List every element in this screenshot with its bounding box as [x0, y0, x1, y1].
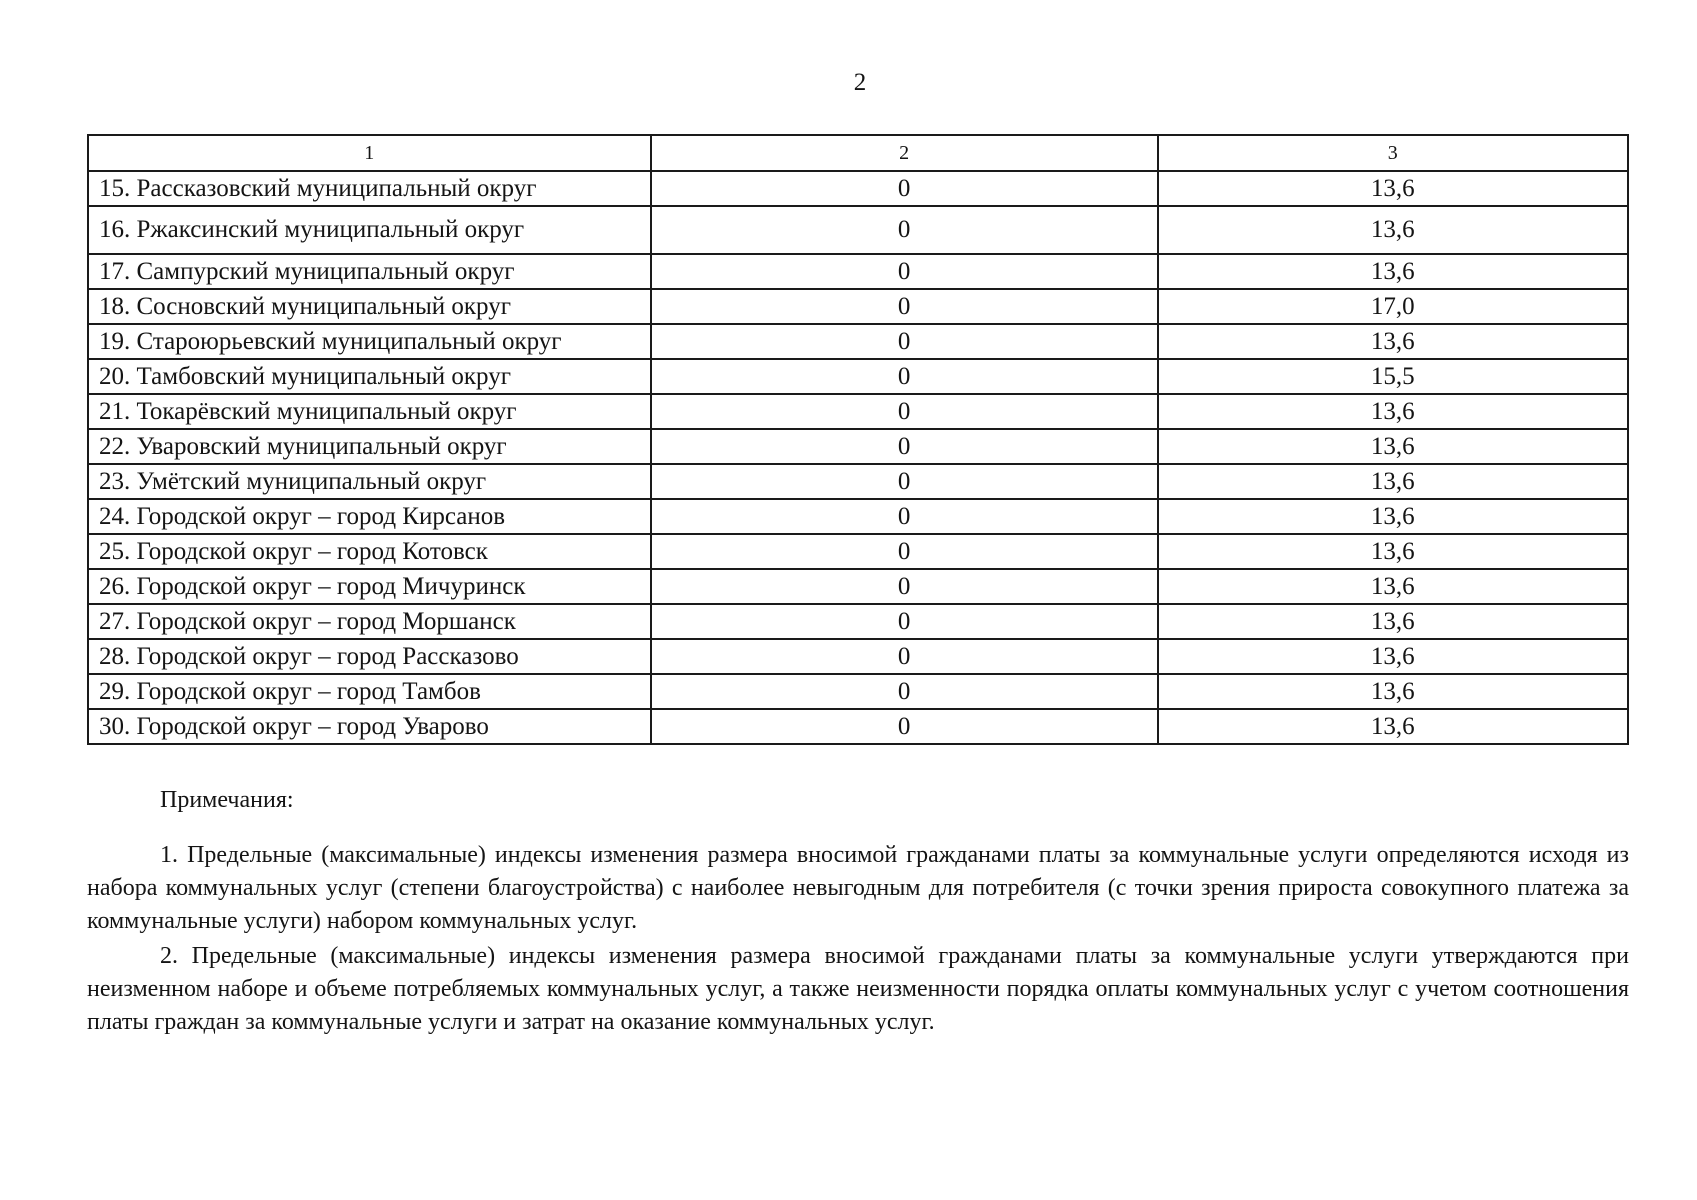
table-row	[88, 674, 1628, 709]
value-3-cell: 13,6	[1158, 709, 1628, 744]
district-name-cell: 19. Староюрьевский муниципальный округ	[88, 324, 651, 359]
table-header-row	[88, 135, 1628, 171]
table-row	[88, 324, 1628, 359]
district-name-cell: 18. Сосновский муниципальный округ	[88, 289, 651, 324]
value-2-cell: 0	[651, 359, 1158, 394]
value-3-cell: 13,6	[1158, 254, 1628, 289]
value-3-cell: 13,6	[1158, 674, 1628, 709]
district-name-cell: 24. Городской округ – город Кирсанов	[88, 499, 651, 534]
table-row	[88, 639, 1628, 674]
value-2-cell: 0	[651, 709, 1158, 744]
table-row	[88, 709, 1628, 744]
value-3-cell: 13,6	[1158, 206, 1628, 254]
district-name-cell: 29. Городской округ – город Тамбов	[88, 674, 651, 709]
column-header-1: 1	[88, 135, 651, 171]
value-2-cell: 0	[651, 254, 1158, 289]
value-2-cell: 0	[651, 206, 1158, 254]
notes-section	[87, 784, 1629, 1041]
table-row	[88, 604, 1628, 639]
table-row	[88, 171, 1628, 206]
district-name-cell: 25. Городской округ – город Котовск	[88, 534, 651, 569]
value-2-cell: 0	[651, 499, 1158, 534]
district-name-cell: 23. Умётский муниципальный округ	[88, 464, 651, 499]
value-3-cell: 13,6	[1158, 604, 1628, 639]
district-name-cell: 22. Уваровский муниципальный округ	[88, 429, 651, 464]
district-name-cell: 26. Городской округ – город Мичуринск	[88, 569, 651, 604]
value-2-cell: 0	[651, 534, 1158, 569]
value-2-cell: 0	[651, 604, 1158, 639]
table-row	[88, 534, 1628, 569]
value-2-cell: 0	[651, 171, 1158, 206]
district-name-cell: 15. Рассказовский муниципальный округ	[88, 171, 651, 206]
value-2-cell: 0	[651, 324, 1158, 359]
value-2-cell: 0	[651, 394, 1158, 429]
table-row	[88, 394, 1628, 429]
value-3-cell: 17,0	[1158, 289, 1628, 324]
column-header-3: 3	[1158, 135, 1628, 171]
note-paragraph-2: 2. Предельные (максимальные) индексы изменения размера вносимой гражданами платы за коммунальные услуги утверждаются при неизменном наборе и объеме потребляемых коммунальных услуг, а также неизменности порядка оплаты коммунальных услуг с учетом соотношения платы граждан за коммунальные услуги и затрат на оказание коммунальных услуг.	[87, 943, 1629, 1035]
value-3-cell: 13,6	[1158, 429, 1628, 464]
note-paragraph-1: 1. Предельные (максимальные) индексы изменения размера вносимой гражданами платы за коммунальные услуги определяются исходя из набора коммунальных услуг (степени благоустройства) с наиболее невыгодным для потребителя (с точки зрения прироста совокупного платежа за коммунальные услуги) набором коммунальных услуг.	[87, 842, 1629, 934]
value-2-cell: 0	[651, 464, 1158, 499]
table-row	[88, 429, 1628, 464]
district-name-cell: 16. Ржаксинский муниципальный округ	[88, 206, 651, 254]
index-table	[87, 134, 1629, 745]
column-header-2: 2	[651, 135, 1158, 171]
district-name-cell: 17. Сампурский муниципальный округ	[88, 254, 651, 289]
value-3-cell: 13,6	[1158, 569, 1628, 604]
value-3-cell: 13,6	[1158, 324, 1628, 359]
value-3-cell: 13,6	[1158, 499, 1628, 534]
value-2-cell: 0	[651, 674, 1158, 709]
value-2-cell: 0	[651, 429, 1158, 464]
district-name-cell: 27. Городской округ – город Моршанск	[88, 604, 651, 639]
value-3-cell: 13,6	[1158, 534, 1628, 569]
district-name-cell: 30. Городской округ – город Уварово	[88, 709, 651, 744]
page-number: 2	[853, 69, 867, 96]
value-3-cell: 13,6	[1158, 171, 1628, 206]
value-3-cell: 13,6	[1158, 394, 1628, 429]
value-3-cell: 13,6	[1158, 464, 1628, 499]
table-row	[88, 569, 1628, 604]
table-row	[88, 254, 1628, 289]
district-name-cell: 28. Городской округ – город Рассказово	[88, 639, 651, 674]
table-row	[88, 464, 1628, 499]
value-3-cell: 13,6	[1158, 639, 1628, 674]
table-row	[88, 499, 1628, 534]
value-2-cell: 0	[651, 569, 1158, 604]
table-row	[88, 359, 1628, 394]
district-name-cell: 21. Токарёвский муниципальный округ	[88, 394, 651, 429]
notes-title: Примечания:	[160, 787, 294, 813]
table-row	[88, 206, 1628, 254]
value-2-cell: 0	[651, 289, 1158, 324]
district-name-cell: 20. Тамбовский муниципальный округ	[88, 359, 651, 394]
value-3-cell: 15,5	[1158, 359, 1628, 394]
table-row	[88, 289, 1628, 324]
value-2-cell: 0	[651, 639, 1158, 674]
